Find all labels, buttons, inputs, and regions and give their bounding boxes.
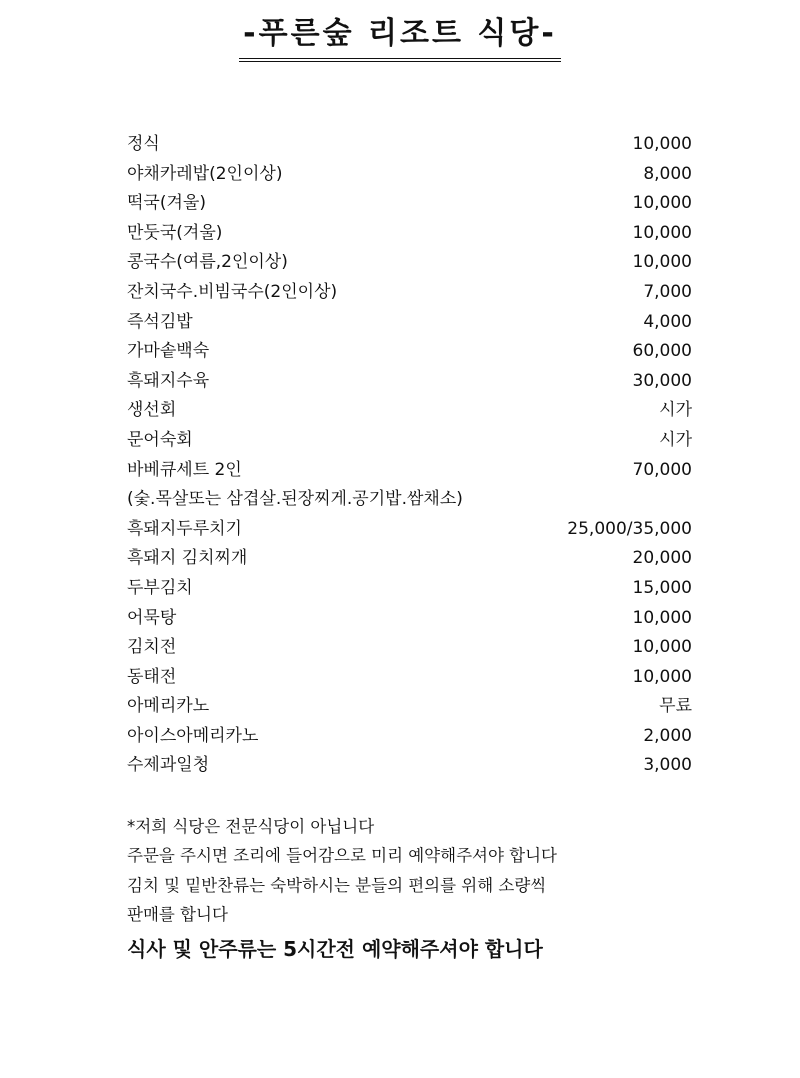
menu-item <box>127 396 692 426</box>
menu-item-price: 30,000 <box>632 370 692 391</box>
menu-item-price: 시가 <box>659 429 692 450</box>
menu-item-price: 15,000 <box>632 577 692 598</box>
menu-item <box>127 574 692 604</box>
menu-item <box>127 308 692 338</box>
note-line: 판매를 합니다 <box>127 905 228 925</box>
menu-item-price: 70,000 <box>632 459 692 480</box>
menu-item <box>127 751 692 781</box>
menu-item-name: 콩국수(여름,2인이상) <box>127 252 288 273</box>
note-line: 주문을 주시면 조리에 들어감으로 미리 예약해주셔야 합니다 <box>127 846 557 866</box>
menu-item-price: 무료 <box>659 696 692 717</box>
menu-item-name: 흑돼지수육 <box>127 370 210 391</box>
menu-item-description <box>127 485 692 515</box>
menu-item <box>127 633 692 663</box>
menu-item-name: 떡국(겨울) <box>127 193 206 214</box>
menu-item-name: 잔치국수.비빔국수(2인이상) <box>127 281 338 302</box>
menu-item-name: (숯.목살또는 삼겹살.된장찌게.공기밥.쌈채소) <box>127 489 463 510</box>
menu-item <box>127 692 692 722</box>
menu-item-name: 정식 <box>127 134 160 154</box>
note-line: 김치 및 밑반찬류는 숙박하시는 분들의 편의를 위해 소량씩 <box>127 875 547 895</box>
menu-item-price: 시가 <box>659 400 692 421</box>
menu-item-price: 10,000 <box>632 607 692 628</box>
menu-item-price: 20,000 <box>632 548 692 569</box>
menu-item-name: 아이스아메리카노 <box>127 725 259 746</box>
menu-item-price: 10,000 <box>632 666 692 687</box>
menu-item <box>127 367 692 397</box>
menu-item-name: 아메리카노 <box>127 696 210 717</box>
menu-item <box>127 130 692 160</box>
menu-item-price: 2,000 <box>643 725 692 746</box>
menu-item-name: 수제과일청 <box>127 755 210 776</box>
menu-item-name: 두부김치 <box>127 577 193 598</box>
menu-item-name: 김치전 <box>127 637 177 658</box>
menu-item <box>127 248 692 278</box>
menu-item-price: 10,000 <box>632 252 692 273</box>
menu-item <box>127 604 692 634</box>
reservation-notice: 식사 및 안주류는 5시간전 예약해주셔야 합니다 <box>127 936 543 961</box>
menu-item-price: 60,000 <box>632 341 692 362</box>
menu-item-name: 동태전 <box>127 666 177 687</box>
menu-item-name: 흑돼지 김치찌개 <box>127 548 248 569</box>
title-container <box>0 14 800 62</box>
menu-item-name: 바베큐세트 2인 <box>127 459 242 480</box>
menu-item <box>127 278 692 308</box>
menu-item-name: 만둣국(겨울) <box>127 222 223 243</box>
menu-item-name: 문어숙회 <box>127 429 193 450</box>
menu-item <box>127 722 692 752</box>
menu-item <box>127 426 692 456</box>
menu-item <box>127 456 692 486</box>
menu-item <box>127 515 692 545</box>
menu-item-price: 8,000 <box>643 163 692 184</box>
menu-item-name: 가마솥백숙 <box>127 341 210 362</box>
menu-item-name: 흑돼지두루치기 <box>127 518 242 539</box>
menu-item-price: 10,000 <box>632 193 692 214</box>
menu-item-price: 3,000 <box>643 755 692 776</box>
menu-item <box>127 219 692 249</box>
menu-item-price: 25,000/35,000 <box>567 518 692 539</box>
menu-item-name: 생선회 <box>127 400 177 421</box>
menu-item-price: 10,000 <box>632 134 692 154</box>
menu-item <box>127 337 692 367</box>
menu-item <box>127 663 692 693</box>
notes-section <box>127 812 687 986</box>
menu-item-price: 4,000 <box>643 311 692 332</box>
menu-item <box>127 189 692 219</box>
menu-item <box>127 160 692 190</box>
menu-item <box>127 544 692 574</box>
menu-item-price: 10,000 <box>632 222 692 243</box>
menu-list <box>127 130 692 781</box>
menu-item-price: 10,000 <box>632 637 692 658</box>
menu-item-name: 즉석김밥 <box>127 311 193 332</box>
menu-item-price: 7,000 <box>643 281 692 302</box>
menu-item-name: 야채카레밥(2인이상) <box>127 163 283 184</box>
menu-item-name: 어묵탕 <box>127 607 177 628</box>
page-title: -푸른숲 리조트 식당- <box>239 14 561 62</box>
note-line: *저희 식당은 전문식당이 아닙니다 <box>127 817 375 836</box>
